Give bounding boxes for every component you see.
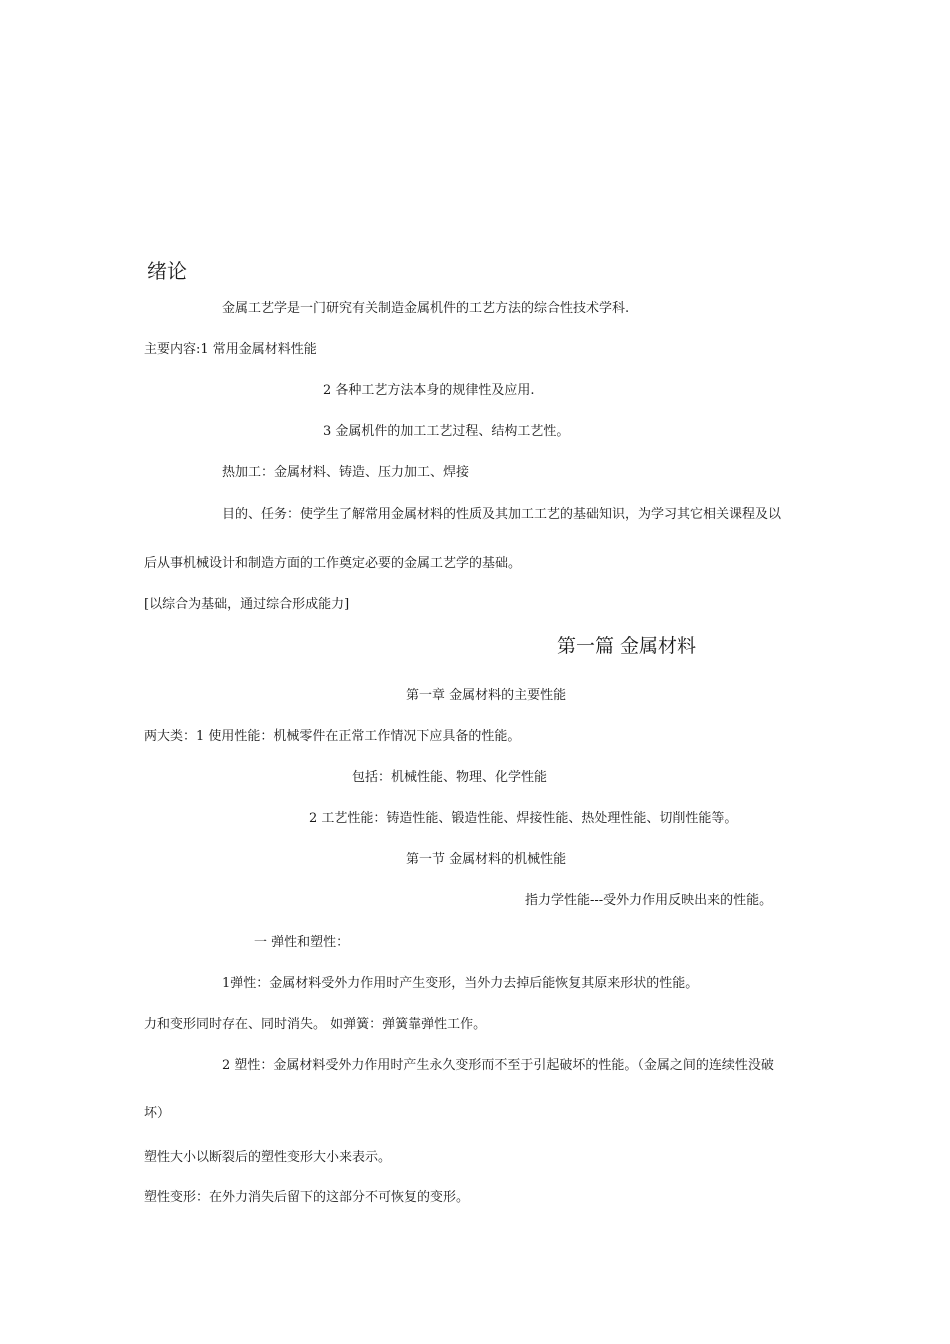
purpose-paragraph-line-1: 目的、任务：使学生了解常用金属材料的性质及其加工工艺的基础知识，为学习其它相关课程及以 [222, 507, 782, 522]
hot-working-list: 热加工：金属材料、铸造、压力加工、焊接 [222, 465, 470, 480]
main-content-item-3: 3 金属机件的加工工艺过程、结构工艺性。 [323, 424, 570, 439]
purpose-paragraph-line-2: 后从事机械设计和制造方面的工作奠定必要的金属工艺学的基础。 [144, 556, 522, 571]
motto: [以综合为基础，通过综合形成能力] [144, 597, 350, 612]
plasticity-measure: 塑性大小以断裂后的塑性变形大小来表示。 [144, 1150, 392, 1165]
categories-item-1: 两大类：1 使用性能：机械零件在正常工作情况下应具备的性能。 [144, 729, 521, 744]
plasticity-definition-line-2: 坏） [144, 1106, 171, 1121]
part-title: 第一篇 金属材料 [557, 635, 697, 657]
categories-item-2: 2 工艺性能：铸造性能、锻造性能、焊接性能、热处理性能、切削性能等。 [309, 811, 738, 826]
chapter-title: 第一章 金属材料的主要性能 [406, 688, 567, 703]
intro-heading: 绪论 [147, 259, 187, 283]
section-definition: 指力学性能---受外力作用反映出来的性能。 [525, 893, 773, 908]
elasticity-note: 力和变形同时存在、同时消失。 如弹簧：弹簧靠弹性工作。 [144, 1017, 487, 1032]
intro-definition: 金属工艺学是一门研究有关制造金属机件的工艺方法的综合性技术学科. [222, 301, 630, 316]
subsection-heading: 一 弹性和塑性： [254, 935, 350, 950]
main-content-item-1: 主要内容:1 常用金属材料性能 [144, 342, 317, 357]
main-content-item-2: 2 各种工艺方法本身的规律性及应用. [323, 383, 535, 398]
plasticity-definition-line-1: 2 塑性：金属材料受外力作用时产生永久变形而不至于引起破坏的性能。（金属之间的连续性没破 [222, 1058, 774, 1073]
section-title: 第一节 金属材料的机械性能 [406, 852, 567, 867]
plastic-deformation-definition: 塑性变形：在外力消失后留下的这部分不可恢复的变形。 [144, 1190, 470, 1205]
categories-item-1-includes: 包括：机械性能、物理、化学性能 [352, 770, 548, 785]
elasticity-definition: 1弹性：金属材料受外力作用时产生变形，当外力去掉后能恢复其原来形状的性能。 [222, 976, 699, 991]
